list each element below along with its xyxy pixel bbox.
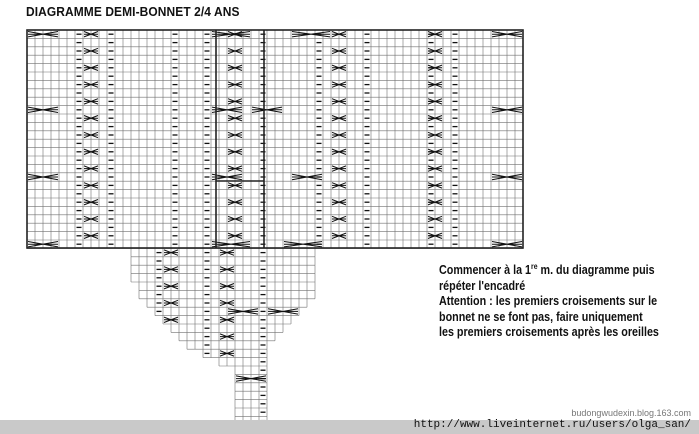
instruction-line-3: Attention : les premiers croisements sur le <box>439 294 658 309</box>
instruction-line-5: les premiers croisements après les oreilles <box>439 325 659 340</box>
instruction-line-2: répéter l'encadré <box>439 278 526 293</box>
cable-cross-mark <box>292 32 330 37</box>
source-url: http://www.liveinternet.ru/users/olga_san/ <box>413 419 691 431</box>
instructions-text <box>439 259 663 341</box>
chart-grid <box>27 30 523 425</box>
watermark-text: budongwudexin.blog.163.com <box>571 408 691 418</box>
cable-cross-mark <box>212 242 250 247</box>
instruction-line-1: Commencer à la 1re m. du diagramme puis <box>439 262 655 278</box>
page-title: DIAGRAMME DEMI-BONNET 2/4 ANS <box>26 4 240 19</box>
instruction-line-4: bonnet ne se font pas, faire uniquement <box>439 309 643 324</box>
cable-cross-mark <box>284 242 322 247</box>
